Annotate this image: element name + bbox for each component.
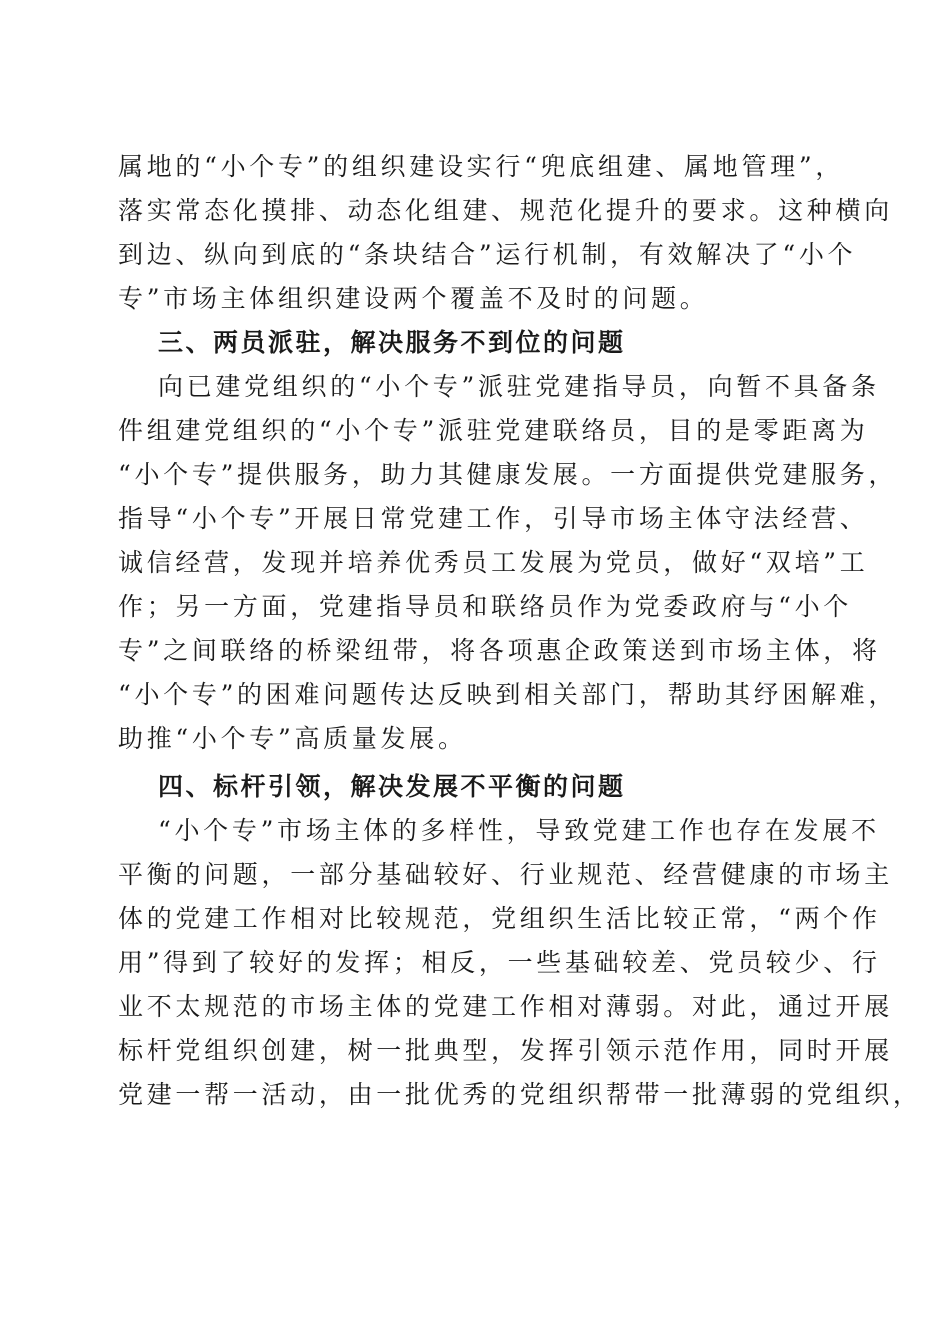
- paragraph-2-line-5: 诚信经营，发现并培养优秀员工发展为党员，做好“双培”工: [118, 548, 869, 577]
- paragraph-3-line-1: “小个专”市场主体的多样性，导致党建工作也存在发展不: [158, 816, 880, 845]
- paragraph-3-line-2: 平衡的问题，一部分基础较好、行业规范、经营健康的市场主: [118, 860, 893, 889]
- paragraph-1-line-4: 专”市场主体组织建设两个覆盖不及时的问题。: [118, 284, 709, 313]
- paragraph-3-line-7: 党建一帮一活动，由一批优秀的党组织帮带一批薄弱的党组织，: [118, 1080, 922, 1109]
- paragraph-2-line-6: 作；另一方面，党建指导员和联络员作为党委政府与“小个: [118, 592, 852, 621]
- paragraph-2-line-7: 专”之间联络的桥梁纽带，将各项惠企政策送到市场主体，将: [118, 636, 881, 665]
- paragraph-2-line-9: 助推“小个专”高质量发展。: [118, 724, 467, 753]
- paragraph-1-line-3: 到边、纵向到底的“条块结合”运行机制，有效解决了“小个: [118, 240, 857, 269]
- paragraph-3-line-4: 用”得到了较好的发挥；相反，一些基础较差、党员较少、行: [118, 948, 881, 977]
- paragraph-3-line-5: 业不太规范的市场主体的党建工作相对薄弱。对此，通过开展: [118, 992, 893, 1021]
- paragraph-2-line-8: “小个专”的困难问题传达反映到相关部门，帮助其纾困解难，: [118, 680, 898, 709]
- paragraph-3-line-3: 体的党建工作相对比较规范，党组织生活比较正常，“两个作: [118, 904, 881, 933]
- paragraph-2-line-4: 指导“小个专”开展日常党建工作，引导市场主体守法经营、: [118, 504, 869, 533]
- paragraph-2-line-1: 向已建党组织的“小个专”派驻党建指导员，向暂不具备条: [158, 372, 880, 401]
- paragraph-1-line-2: 落实常态化摸排、动态化组建、规范化提升的要求。这种横向: [118, 196, 893, 225]
- paragraph-2-line-3: “小个专”提供服务，助力其健康发展。一方面提供党建服务，: [118, 460, 898, 489]
- paragraph-3-line-6: 标杆党组织创建，树一批典型，发挥引领示范作用，同时开展: [118, 1036, 893, 1065]
- paragraph-2-line-2: 件组建党组织的“小个专”派驻党建联络员，目的是零距离为: [118, 416, 869, 445]
- paragraph-1-line-1: 属地的“小个专”的组织建设实行“兜底组建、属地管理”，: [118, 152, 845, 181]
- section-3-heading: 三、两员派驻，解决服务不到位的问题: [158, 328, 626, 357]
- section-4-heading: 四、标杆引领，解决发展不平衡的问题: [158, 772, 626, 801]
